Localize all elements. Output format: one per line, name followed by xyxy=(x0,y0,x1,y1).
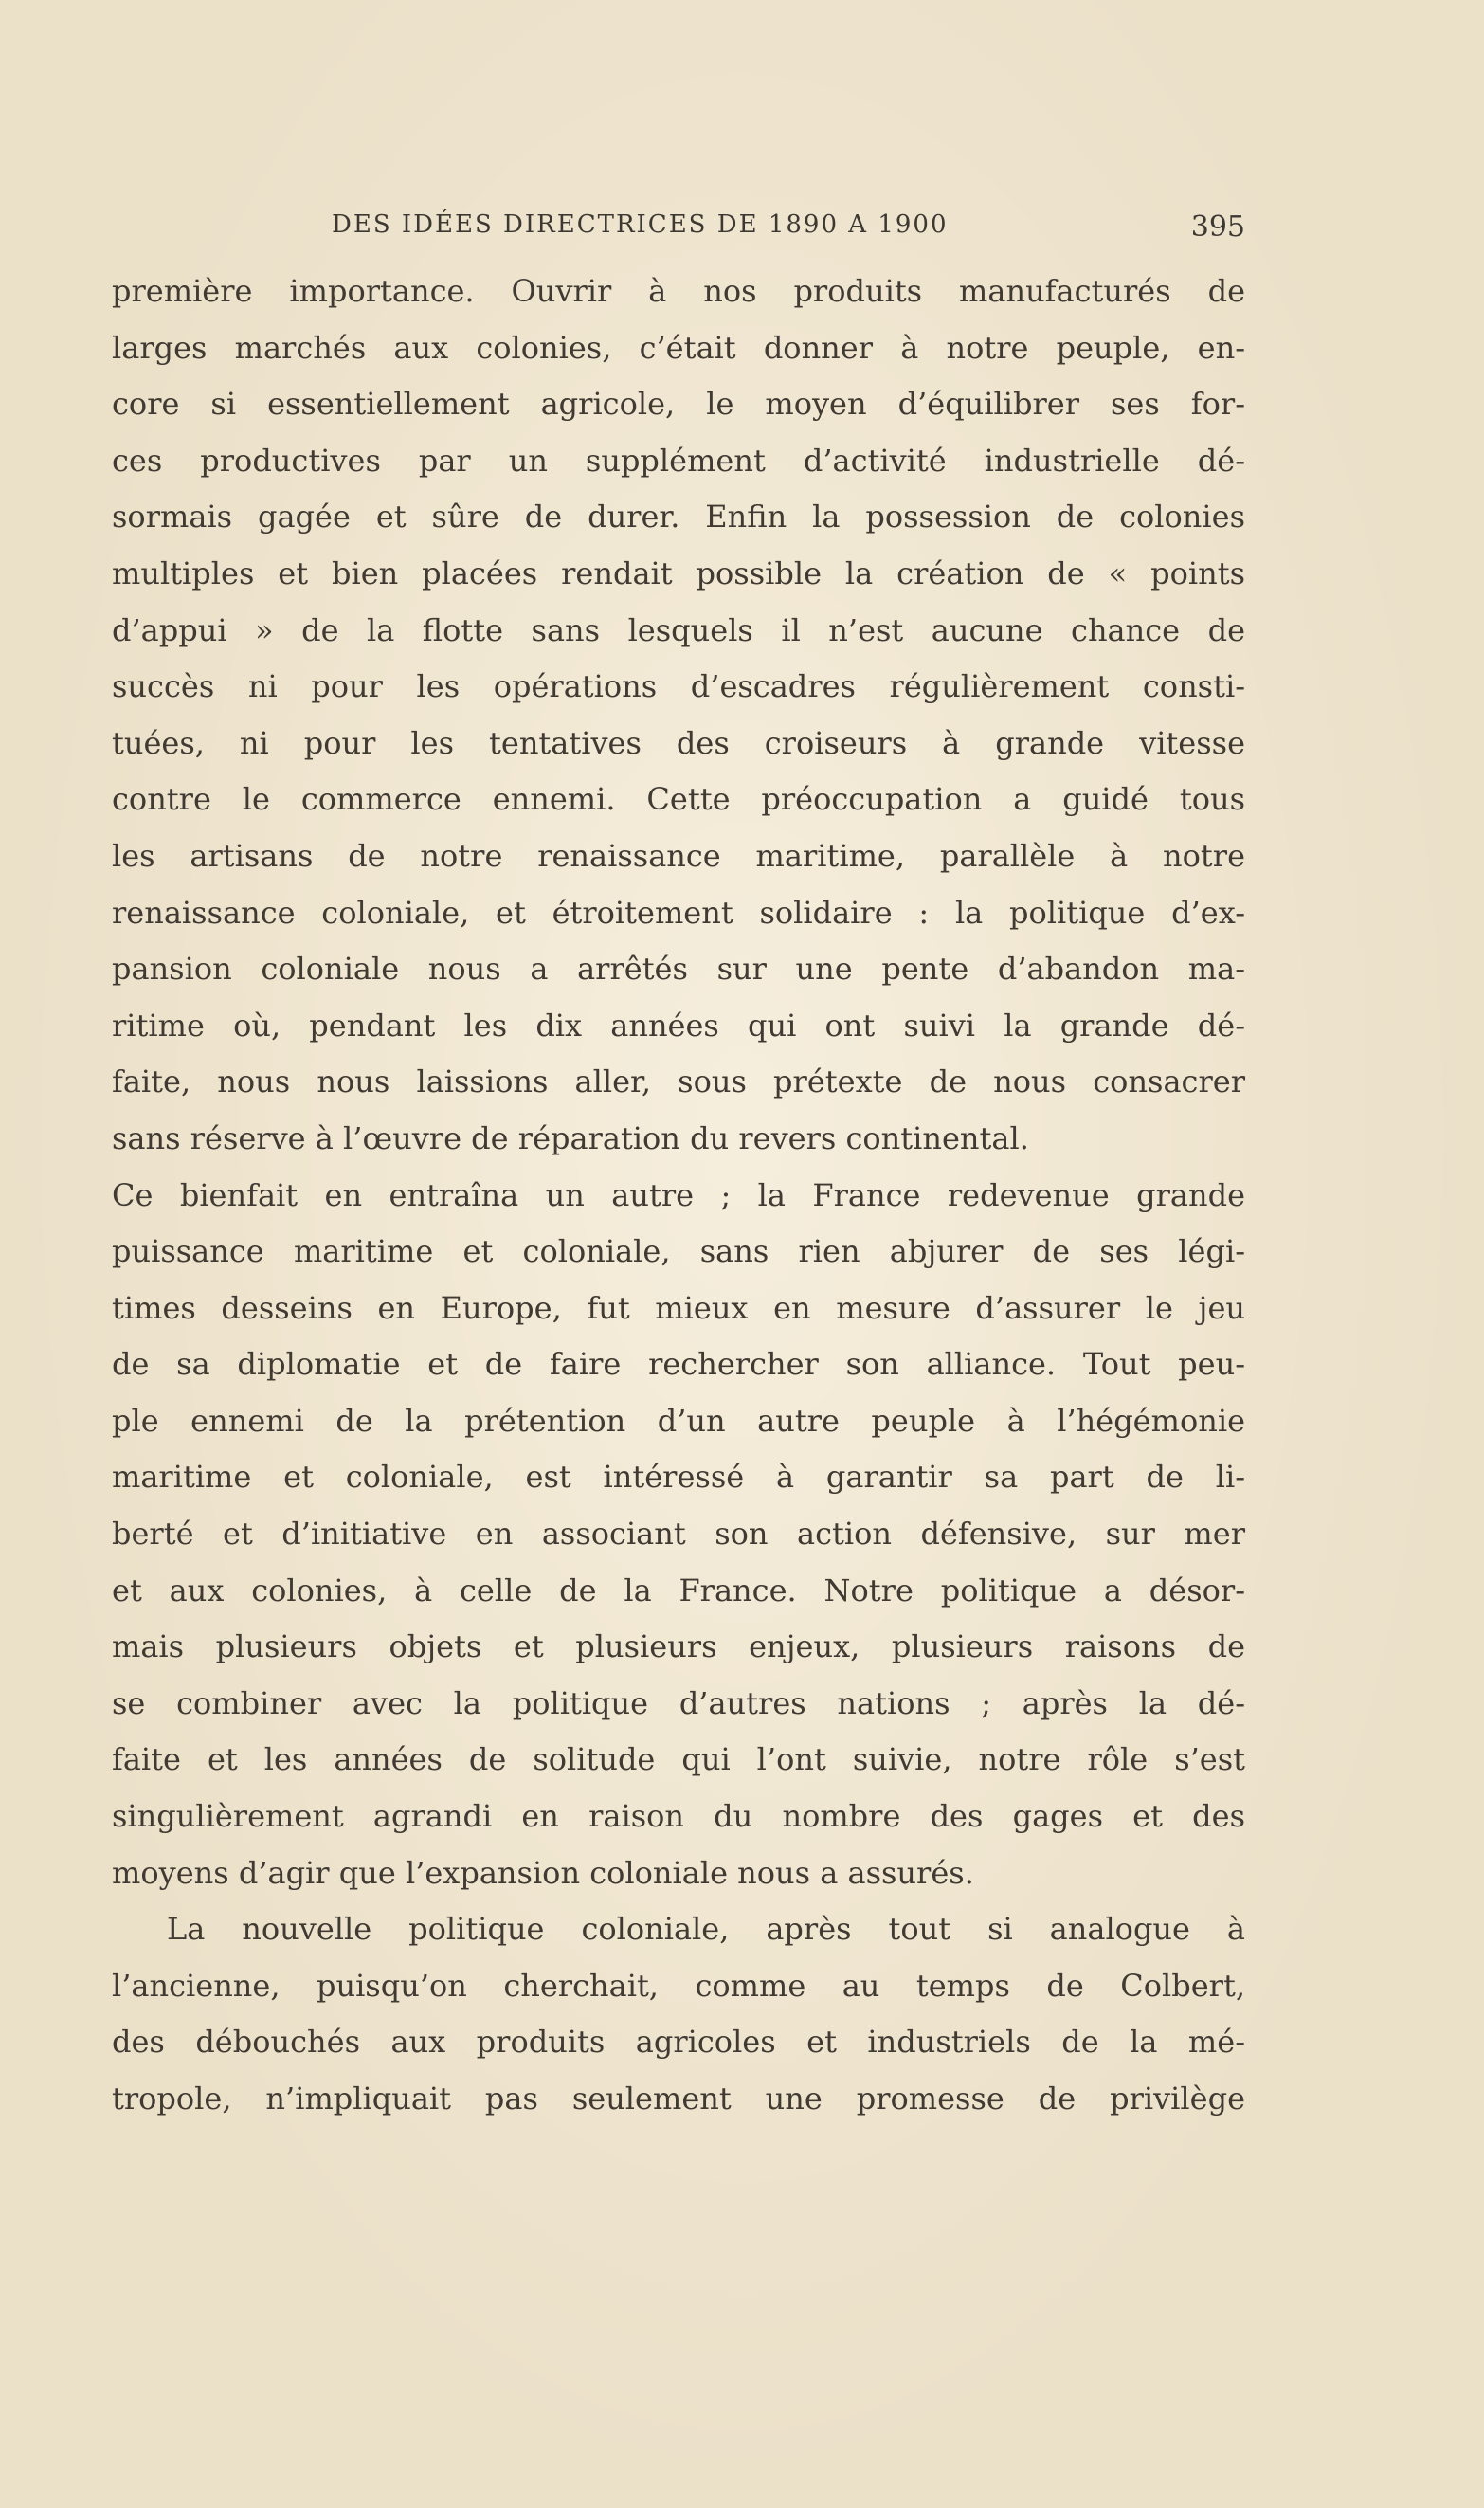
text-line: se combiner avec la politique d’autres nations ; après la dé- xyxy=(112,1684,1245,1721)
text-line: Ce bienfait en entraîna un autre ; la France redevenue grande xyxy=(112,1176,1245,1213)
text-line: ces productives par un supplément d’activité industrielle dé- xyxy=(112,442,1245,479)
text-line: ritime où, pendant les dix années qui ont suivi la grande dé- xyxy=(112,1007,1245,1044)
text-line: moyens d’agir que l’expansion coloniale nous a assurés. xyxy=(112,1854,974,1891)
text-line: tropole, n’impliquait pas seulement une promesse de privilège xyxy=(112,2081,1245,2117)
text-line: sormais gagée et sûre de durer. Enfin la possession de colonies xyxy=(112,499,1245,536)
text-line: pansion coloniale nous a arrêtés sur une pente d’abandon ma- xyxy=(112,951,1245,988)
text-line: core si essentiellement agricole, le moyen d’équilibrer ses for- xyxy=(112,386,1245,423)
text-line: singulièrement agrandi en raison du nombre des gages et des xyxy=(112,1798,1245,1835)
page-number: 395 xyxy=(1190,210,1245,244)
text-line: et aux colonies, à celle de la France. Notre politique a désor- xyxy=(112,1572,1245,1608)
text-line: puissance maritime et coloniale, sans rien abjurer de ses légi- xyxy=(112,1233,1245,1270)
text-line: faite et les années de solitude qui l’ont suivie, notre rôle s’est xyxy=(112,1741,1245,1778)
body-text xyxy=(112,264,1245,2128)
text-line: l’ancienne, puisqu’on cherchait, comme au temps de Colbert, xyxy=(112,1967,1245,2004)
text-line: renaissance coloniale, et étroitement solidaire : la politique d’ex- xyxy=(112,894,1245,931)
text-line: contre le commerce ennemi. Cette préoccupation a guidé tous xyxy=(112,781,1245,818)
text-line: La nouvelle politique coloniale, après tout si analogue à xyxy=(167,1911,1245,1948)
text-line: de sa diplomatie et de faire rechercher son alliance. Tout peu- xyxy=(112,1346,1245,1383)
text-line: des débouchés aux produits agricoles et industriels de la mé- xyxy=(112,2024,1245,2061)
text-line: ple ennemi de la prétention d’un autre peuple à l’hégémonie xyxy=(112,1402,1245,1439)
text-line: multiples et bien placées rendait possible la création de « points xyxy=(112,554,1245,591)
text-line: les artisans de notre renaissance maritime, parallèle à notre xyxy=(112,837,1245,874)
text-line: maritime et coloniale, est intéressé à garantir sa part de li- xyxy=(112,1459,1245,1496)
text-line: sans réserve à l’œuvre de réparation du revers continental. xyxy=(112,1119,1029,1156)
text-line: mais plusieurs objets et plusieurs enjeux, plusieurs raisons de xyxy=(112,1628,1245,1665)
text-line: succès ni pour les opérations d’escadres régulièrement consti- xyxy=(112,668,1245,705)
text-line: faite, nous nous laissions aller, sous prétexte de nous consacrer xyxy=(112,1063,1245,1100)
text-line: berté et d’initiative en associant son action défensive, sur mer xyxy=(112,1516,1245,1553)
text-line: larges marchés aux colonies, c’était donner à notre peuple, en- xyxy=(112,329,1245,366)
running-title: DES IDÉES DIRECTRICES DE 1890 A 1900 xyxy=(332,210,949,239)
text-line: tuées, ni pour les tentatives des croiseurs à grande vitesse xyxy=(112,724,1245,761)
text-line: times desseins en Europe, fut mieux en mesure d’assurer le jeu xyxy=(112,1289,1245,1326)
text-line: première importance. Ouvrir à nos produits manufacturés de xyxy=(112,273,1245,309)
text-line: d’appui » de la flotte sans lesquels il n’est aucune chance de xyxy=(112,611,1245,648)
page-header xyxy=(112,210,1245,248)
